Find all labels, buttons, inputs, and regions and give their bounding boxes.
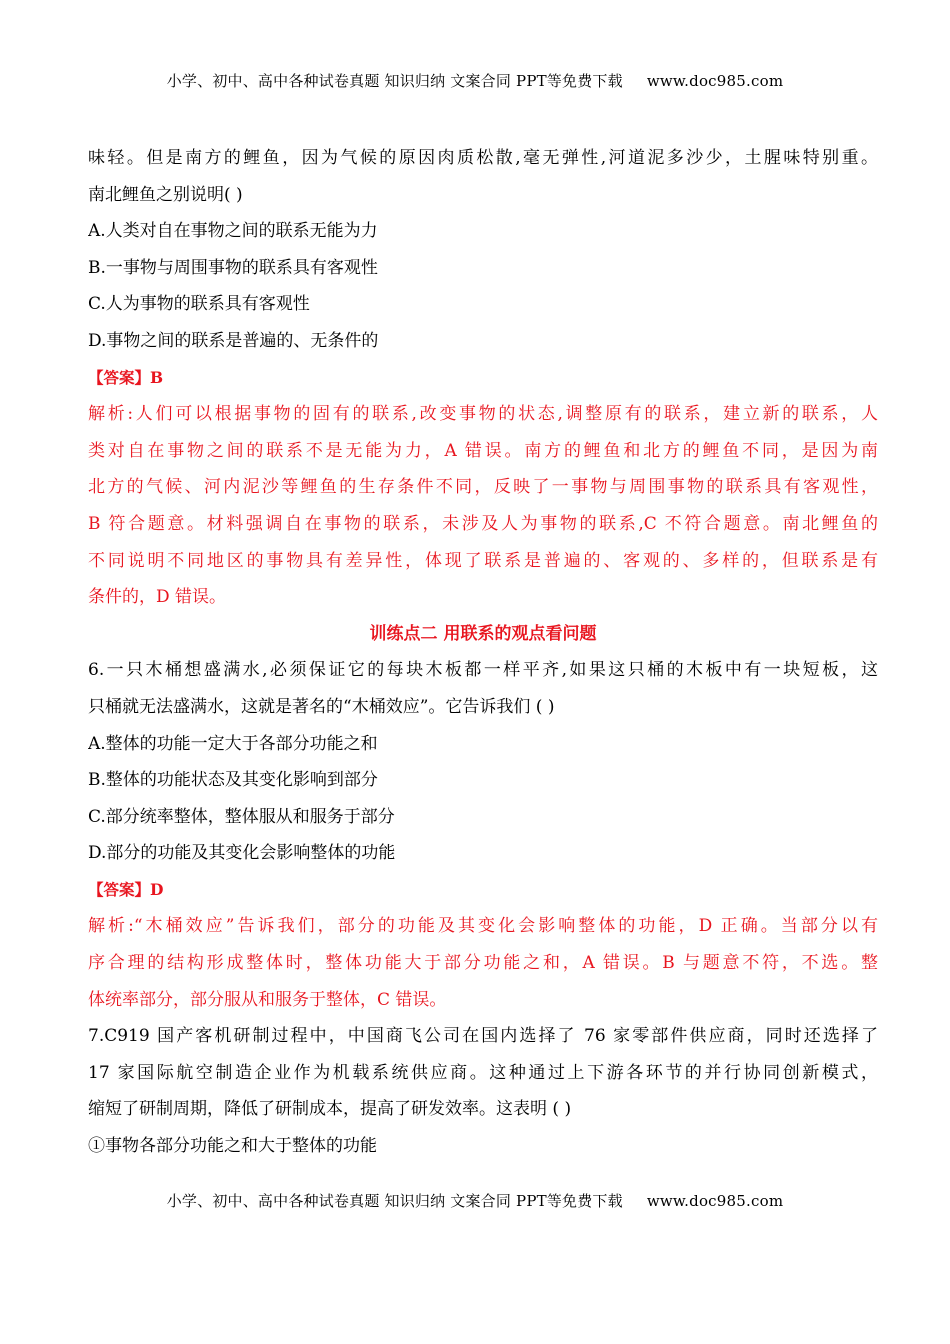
question-6 — [88, 652, 878, 1018]
q6-stem-line-2: 只桶就无法盛满水，这就是著名的“木桶效应”。它告诉我们 ( ) — [88, 696, 555, 717]
q7-stem-line-3: 缩短了研制周期，降低了研制成本，提高了研发效率。这表明 ( ) — [88, 1099, 572, 1120]
q6-option-a: A.整体的功能一定大于各部分功能之和 — [88, 733, 378, 754]
q5-analysis-line-4: B 符合题意。材料强调自在事物的联系，未涉及人为事物的联系,C 不符合题意。南北鲤鱼的 — [88, 513, 878, 534]
q6-option-c: C.部分统率整体，整体服从和服务于部分 — [88, 806, 395, 827]
footer-text: 小学、初中、高中各种试卷真题 知识归纳 文案合同 PPT等免费下载 — [166, 1192, 623, 1210]
q6-answer: 【答案】D — [88, 879, 164, 899]
header-text: 小学、初中、高中各种试卷真题 知识归纳 文案合同 PPT等免费下载 — [166, 72, 623, 90]
q5-stem-line-1: 味轻。但是南方的鲤鱼，因为气候的原因肉质松散,毫无弹性,河道泥多沙少，土腥味特别重。 — [88, 148, 878, 168]
q5-option-c: C.人为事物的联系具有客观性 — [88, 294, 310, 315]
q7-stem-line-2: 17 家国际航空制造企业作为机载系统供应商。这种通过上下游各环节的并行协同创新模式， — [88, 1062, 878, 1083]
footer-site-link[interactable]: www.doc985.com — [646, 1192, 784, 1210]
q5-option-b: B.一事物与周围事物的联系具有客观性 — [88, 257, 378, 278]
q5-option-d: D.事物之间的联系是普遍的、无条件的 — [88, 330, 379, 351]
q6-analysis-line-2: 序合理的结构形成整体时，整体功能大于部分功能之和，A 错误。B 与题意不符，不选。整 — [88, 953, 878, 974]
q5-analysis-line-2: 类对自在事物之间的联系不是无能为力，A 错误。南方的鲤鱼和北方的鲤鱼不同，是因为南 — [88, 440, 878, 461]
section-title: 训练点二 用联系的观点看问题 — [369, 623, 597, 644]
q6-analysis-line-3: 体统率部分，部分服从和服务于整体，C 错误。 — [88, 989, 447, 1010]
q5-analysis-line-3: 北方的气候、河内泥沙等鲤鱼的生存条件不同，反映了一事物与周围事物的联系具有客观性， — [88, 477, 878, 498]
question-5 — [88, 140, 878, 616]
q5-analysis-line-6: 条件的，D 错误。 — [88, 587, 227, 608]
q6-option-d: D.部分的功能及其变化会影响整体的功能 — [88, 843, 396, 864]
document-body — [88, 140, 878, 1165]
q7-item-1: ①事物各部分功能之和大于整体的功能 — [88, 1136, 377, 1157]
q5-option-a: A.人类对自在事物之间的联系无能为力 — [88, 221, 378, 242]
q5-answer: 【答案】B — [88, 367, 164, 387]
q5-stem-line-2: 南北鲤鱼之别说明( ) — [88, 184, 243, 205]
q5-analysis-line-5: 不同说明不同地区的事物具有差异性，体现了联系是普遍的、客观的、多样的，但联系是有 — [88, 550, 878, 571]
page-header — [0, 70, 950, 91]
page-footer — [0, 1190, 950, 1211]
q6-stem-line-1: 6.一只木桶想盛满水,必须保证它的每块木板都一样平齐,如果这只桶的木板中有一块短板，这 — [88, 660, 878, 681]
q5-analysis-line-1: 解析:人们可以根据事物的固有的联系,改变事物的状态,调整原有的联系，建立新的联系，人 — [88, 404, 878, 425]
header-site-link[interactable]: www.doc985.com — [646, 72, 784, 90]
question-7 — [88, 1018, 878, 1164]
q6-analysis-line-1: 解析:“木桶效应”告诉我们，部分的功能及其变化会影响整体的功能，D 正确。当部分以有 — [88, 916, 878, 937]
q6-option-b: B.整体的功能状态及其变化影响到部分 — [88, 770, 378, 791]
q7-stem-line-1: 7.C919 国产客机研制过程中，中国商飞公司在国内选择了 76 家零部件供应商，同时还选择了 — [88, 1026, 878, 1047]
